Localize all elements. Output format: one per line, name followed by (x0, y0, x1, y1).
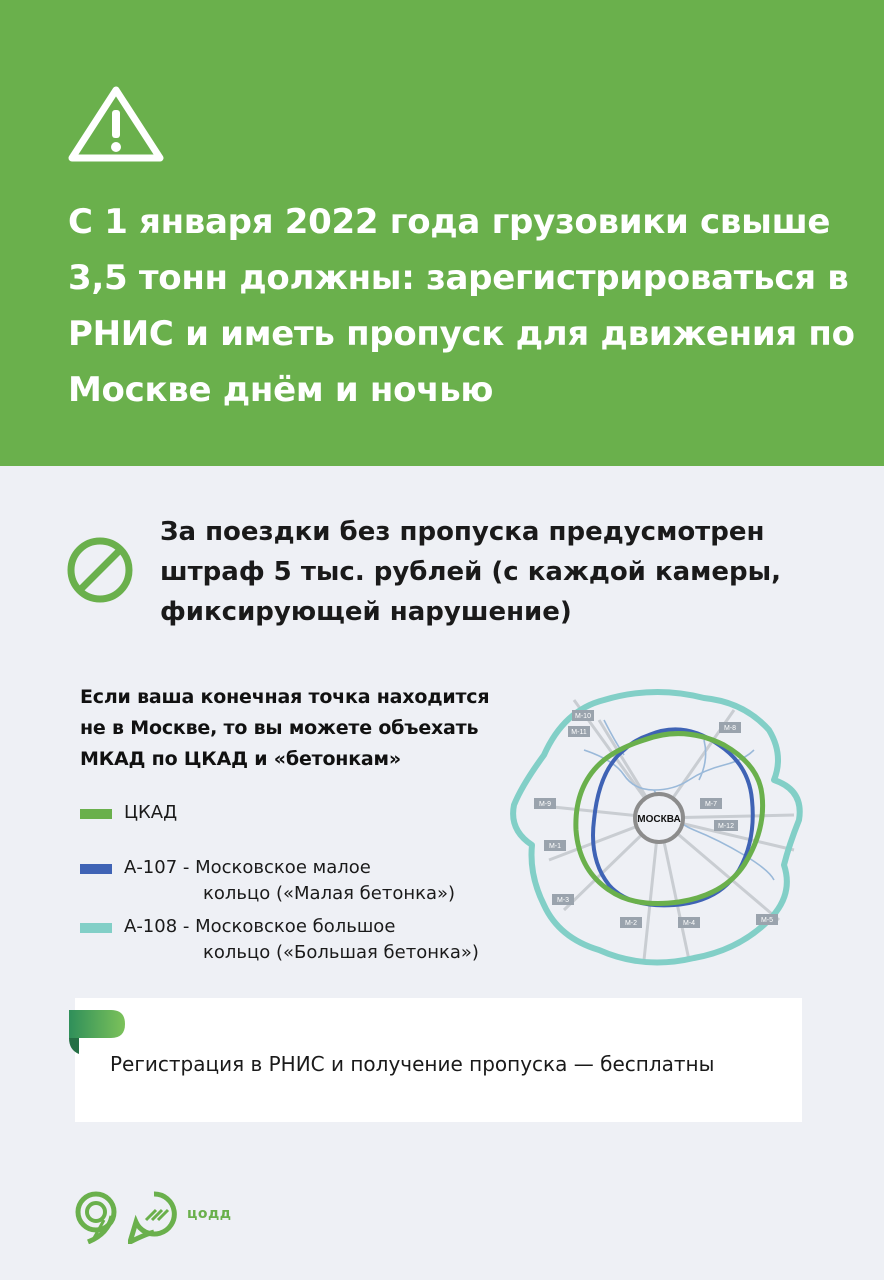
svg-text:М-10: М-10 (575, 713, 591, 720)
svg-text:М-5: М-5 (760, 917, 774, 924)
highway-sign-m5 (756, 914, 778, 925)
highway-sign-m10 (572, 710, 594, 721)
headline: С 1 января 2022 года грузовики свыше 3,5 тонн должны: зарегистрироваться в РНИС и иметь пропуск для движения по Москве днём и ночью (68, 202, 855, 410)
svg-text:М-7: М-7 (704, 801, 718, 808)
svg-text:М-3: М-3 (556, 897, 570, 904)
legend-description: кольцо («Малая бетонка») (203, 883, 456, 904)
logo-codd-icon (128, 1190, 180, 1244)
prohibited-icon (66, 536, 134, 604)
highway-sign-m9 (534, 798, 556, 809)
legend-swatch (80, 864, 112, 874)
legend-description: кольцо («Большая бетонка») (203, 942, 479, 963)
legend-swatch (80, 809, 112, 819)
free-registration-note: Регистрация в РНИС и получение пропуска — бесплатны (110, 1052, 715, 1076)
legend-label: ЦКАД (124, 802, 178, 823)
svg-text:М-12: М-12 (718, 823, 734, 830)
detour-notice: Если ваша конечная точка находится не в Москве, то вы можете объехать МКАД по ЦКАД и «бетонкам» (80, 686, 490, 770)
warning-icon (66, 84, 166, 164)
legend-swatch (80, 923, 112, 933)
fine-notice: За поездки без пропуска предусмотрен штраф 5 тыс. рублей (с каждой камеры, фиксирующей нарушение) (160, 517, 782, 627)
legend-label: А-108 - Московское большое (124, 916, 396, 937)
highway-sign-m3 (552, 894, 574, 905)
svg-text:М-2: М-2 (624, 920, 638, 927)
svg-text:М-9: М-9 (538, 801, 552, 808)
svg-text:М-8: М-8 (723, 725, 737, 732)
svg-text:М-11: М-11 (571, 729, 587, 736)
highway-sign-m1 (544, 840, 566, 851)
highway-sign-m2 (620, 917, 642, 928)
org-label: цодд (187, 1206, 232, 1222)
highway-sign-m7 (700, 798, 722, 809)
moscow-label: МОСКВА (637, 814, 681, 825)
svg-text:М-4: М-4 (682, 920, 696, 927)
highway-sign-m4 (678, 917, 700, 928)
header-banner (0, 0, 884, 466)
ring-roads-map (504, 680, 814, 970)
logo-nine-icon (70, 1190, 122, 1244)
highway-sign-m12 (714, 820, 738, 831)
highway-sign-m8 (719, 722, 741, 733)
svg-text:М-1: М-1 (548, 843, 562, 850)
legend-label: А-107 - Московское малое (124, 857, 371, 878)
highway-sign-m11 (568, 726, 590, 737)
